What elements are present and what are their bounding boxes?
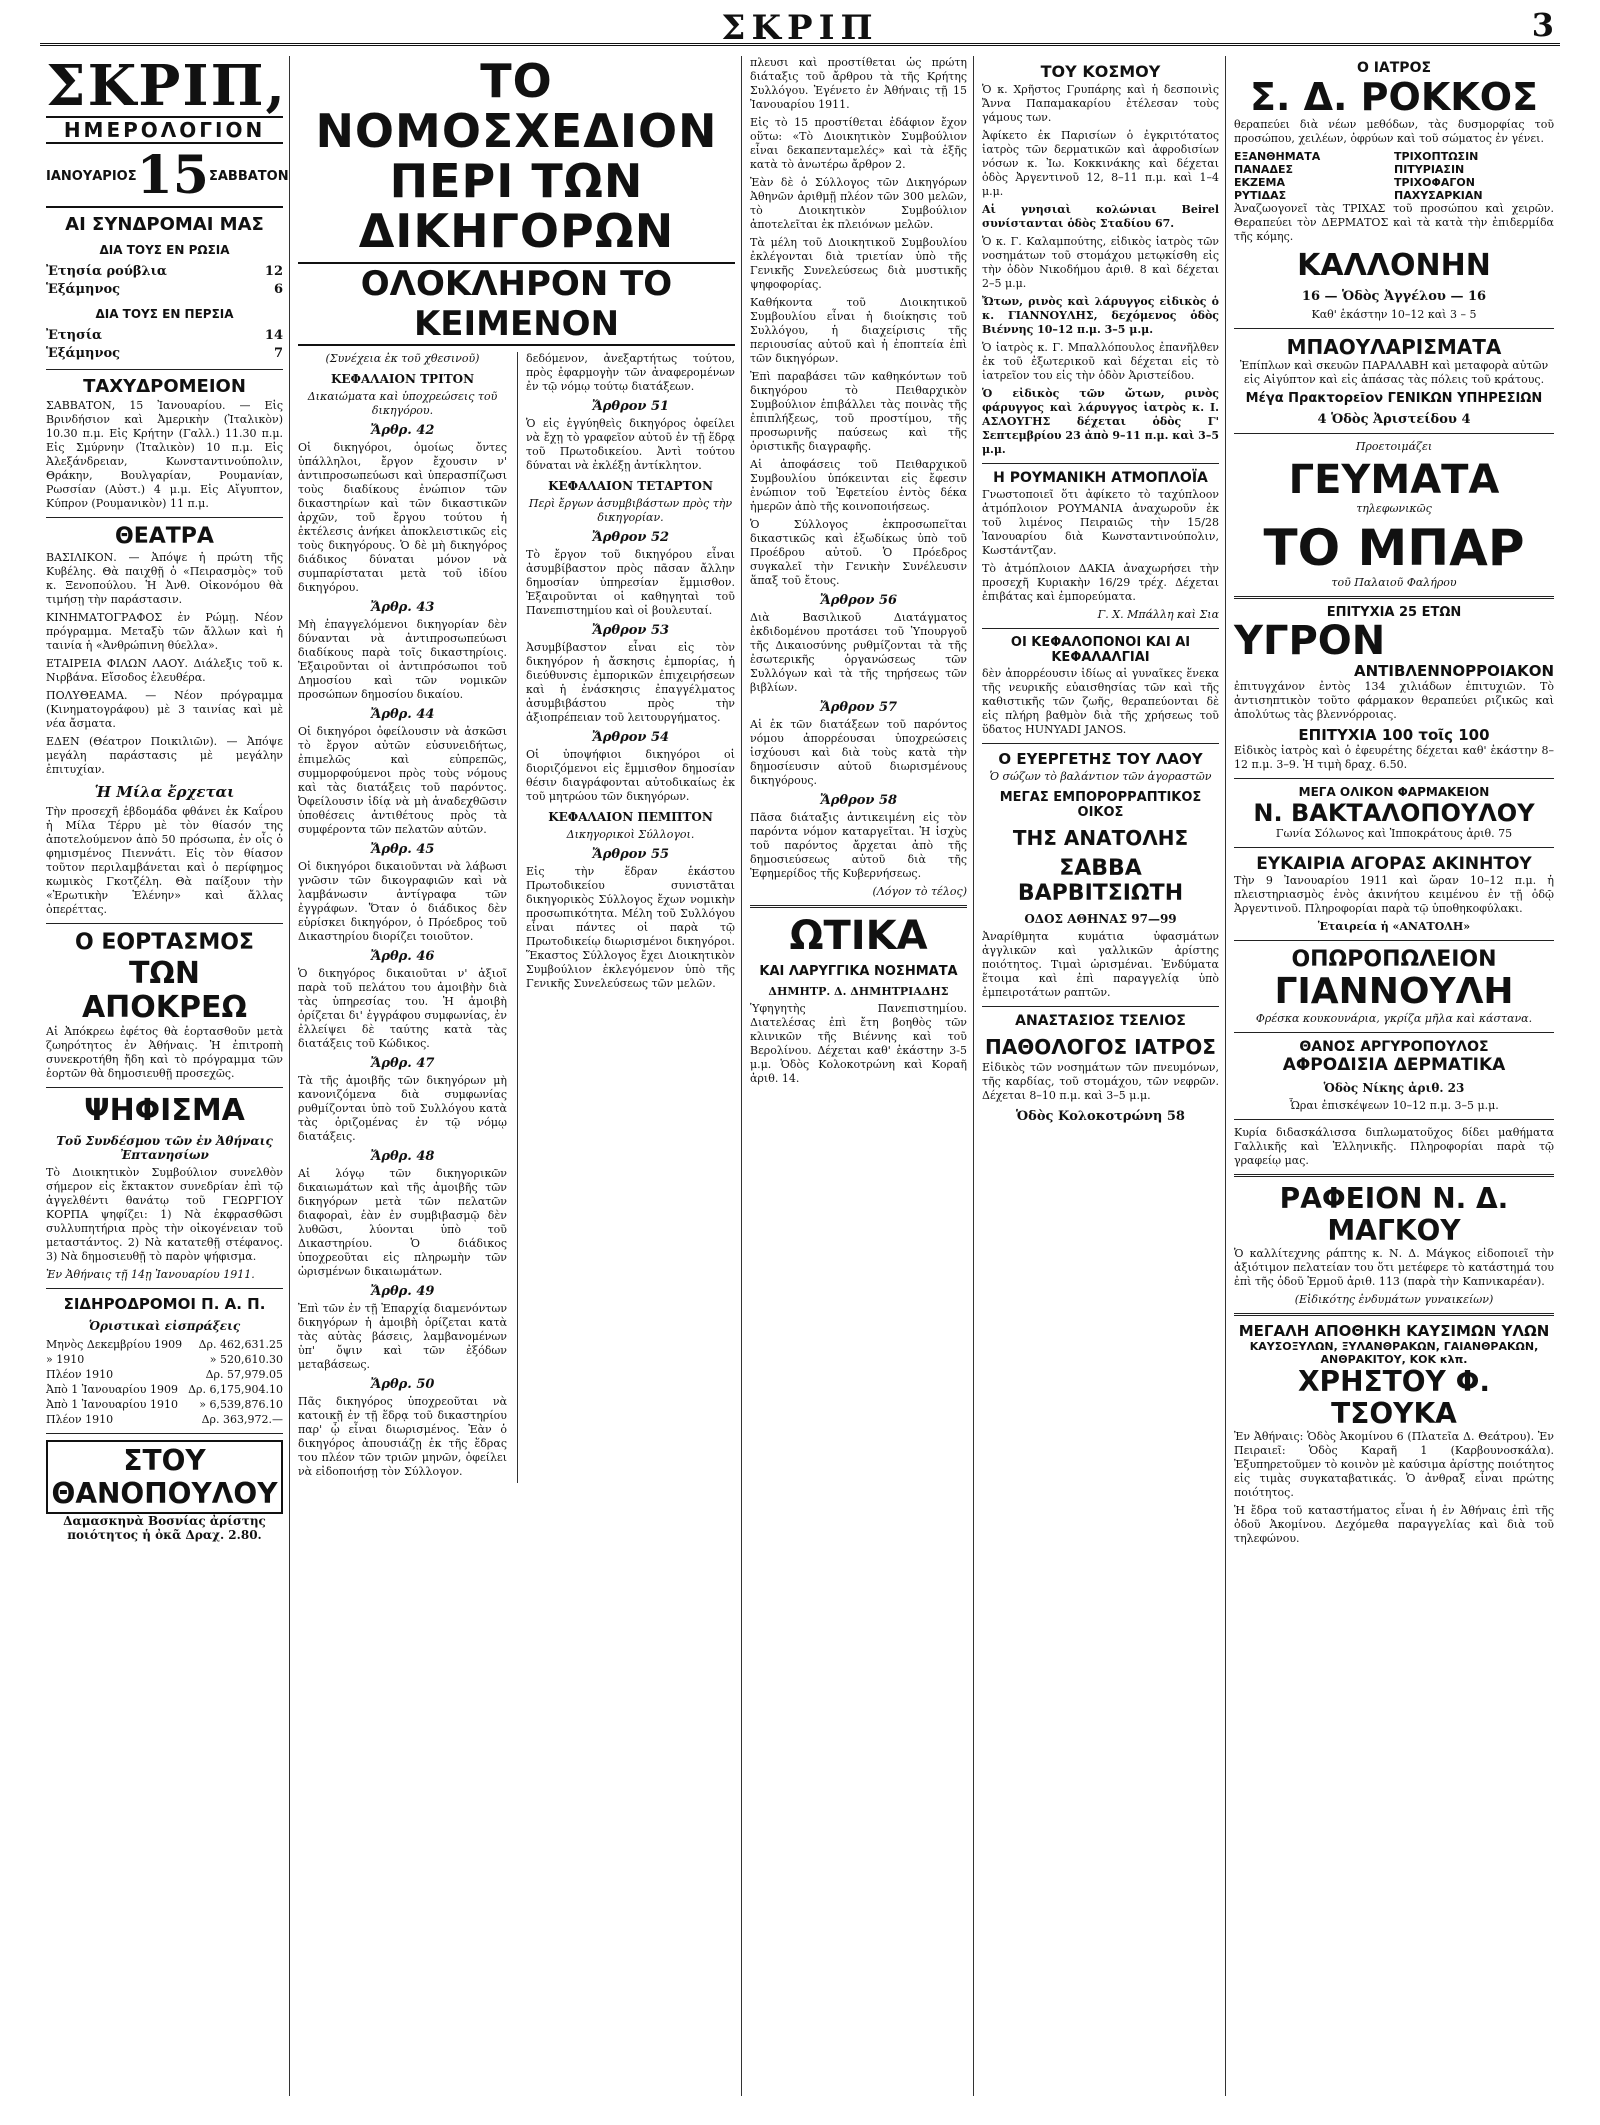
- article-43: Ἄρθρ. 43: [370, 600, 435, 615]
- pharmacy-title: ΜΕΓΑ ΟΛΙΚΟΝ ΦΑΡΜΑΚΕΙΟΝ: [1298, 785, 1490, 799]
- romanian-line-agent: Γ. Χ. Μπάλλη καὶ Σια: [1097, 608, 1219, 621]
- ad-tailor: [1234, 1183, 1554, 1307]
- doctor2-address: Ὁδὸς Νίκης ἀριθ. 23: [1323, 1081, 1465, 1095]
- society-text-6: Ὁ ἰατρὸς κ. Γ. Μπαλλόπουλος ἐπανῆλθεν ἐκ τοῦ ἐξωτερικοῦ καὶ δέχεται εἰς τὸ ἰατρεῖον του εἰς τὴν ὁδὸν Ἀριστείδου.: [982, 341, 1219, 382]
- theatres-text-2: ΚΙΝΗΜΑΤΟΓΡΑΦΟΣ ἐν Ρώμῃ. Νέον πρόγραμμα. Μεταξὺ τῶν ἄλλων καὶ ἡ ταινία ἡ «Ἀνθρώπινη θύελλα».: [46, 611, 283, 652]
- article-body: [298, 352, 735, 1483]
- doctor-tselios-title: ΠΑΘΟΛΟΓΟΣ ΙΑΤΡΟΣ: [985, 1035, 1216, 1059]
- article-44: Ἄρθρ. 44: [370, 707, 435, 722]
- headline-2: ΠΕΡΙ ΤΩΝ ΔΙΚΗΓΟΡΩΝ: [358, 154, 675, 258]
- society-text-7: Ὁ εἰδικὸς τῶν ὤτων, ρινὸς φάρυγγος καὶ λάρυγγος ἰατρὸς κ. Ι. ΑΣΛΟΥΓΗΣ δέχεται ὁδὸς Γ' Σεπτεμβρίου 23 ἀπὸ 9–11 π.μ. καὶ 3–5 μ.μ.: [982, 387, 1219, 456]
- col3-text-c: Τὰ μέλη τοῦ Διοικητικοῦ Συμβουλίου ἐκλέγονται διὰ τριετίαν ὑπὸ τῆς Γενικῆς Συνελεύσεως διὰ μυστικῆς ψηφοφορίας.: [750, 236, 967, 291]
- society-text-3: Αἱ γνησιαὶ κολώνιαι Beirel συνίστανται ὁδὸς Σταδίου 67.: [982, 203, 1219, 230]
- doctor-prefix: Ο ΙΑΤΡΟΣ: [1356, 60, 1432, 76]
- article-47-text: Τὰ τῆς ἀμοιβῆς τῶν δικηγόρων μὴ κανονιζόμενα διὰ συμφωνίας ρυθμίζονται ὑπὸ τοῦ Συλλόγου κατὰ τὰς ὁριζομένας ἐν τῷ νόμῳ διατάξεις.: [298, 1074, 507, 1143]
- article-53-text: Ἀσυμβίβαστον εἶναι εἰς τὸν δικηγόρον ἡ ἄσκησις ἐμπορίας, ἡ διεύθυνσις ἐμπορικῶν ἐπιχειρήσεων καὶ ἡ ἐνάσκησις ἐπαγγέλματος ἀσυμβιβάστου πρὸς τὴν ἀξιοπρέπειαν τοῦ λειτουργήματος.: [526, 641, 735, 724]
- rate-row: Ἑξάμηνος 6: [46, 282, 283, 297]
- table-row: » 1910 » 520,610.30: [46, 1353, 283, 1366]
- packing-text: Ἐπίπλων καὶ σκευῶν ΠΑΡΑΛΑΒΗ καὶ μεταφορὰ αὐτῶν εἰς Αἰγύπτον καὶ εἰς ἁπάσας τὰς πόλεις τοῦ κράτους.: [1239, 359, 1549, 386]
- article-54: Ἄρθρον 54: [591, 730, 670, 745]
- article-45: Ἄρθρ. 45: [370, 842, 435, 857]
- article-50: Ἄρθρ. 50: [370, 1377, 435, 1392]
- railways-table: [46, 1337, 283, 1427]
- beauty-title: ΚΑΛΛΟΝΗΝ: [1297, 248, 1491, 283]
- article-49: Ἄρθρ. 49: [370, 1284, 435, 1299]
- benefactor-subtitle: Ὁ σώζων τὸ βαλάντιον τῶν ἁγοραστῶν: [989, 770, 1212, 783]
- resolution-subtitle: Τοῦ Συνδέσμου τῶν ἐν Ἀθήναις Ἐπτανησίων: [56, 1134, 273, 1162]
- article-51: Ἄρθρον 51: [591, 399, 670, 414]
- post-title: ΤΑΧΥΔΡΟΜΕΙΟΝ: [83, 376, 246, 397]
- society-title: ΤΟΥ ΚΟΣΜΟΥ: [1040, 62, 1161, 81]
- ygron-text: ἐπιτυγχάνον ἐντὸς 134 χιλιάδων ἐπιτυχιῶν. Τὸ ἀντισηπτικὸν τοῦτο φάρμακον θεραπεύει ριζικῶς καὶ ἀπολύτως τὰς βλεννόρροιας.: [1234, 680, 1554, 721]
- chapter-5-subtitle: Δικηγορικοὶ Σύλλογοι.: [566, 828, 695, 841]
- table-row: Ἀπὸ 1 Ἰανουαρίου 1910 » 6,539,876.10: [46, 1398, 283, 1411]
- post-text: ΣΑΒΒΑΤΟΝ, 15 Ἰανουαρίου. — Εἰς Βρινδήσιον καὶ Ἀμερικὴν (Ἰταλικὸν) 10.30 π.μ. Εἰς Κρήτην (Γαλλ.) 11.30 π.μ. Εἰς Σμύρνην (Ἰταλικὸν) 10 π.μ. Εἰς Ἀλεξάνδρειαν, Κωνσταντινούπολιν, Θράκην, Βουλγαρίαν, Ρουμανίαν, Ρωσσίαν (Αὐστ.) 4 μ.μ. Εἰς Αἴγυπτον, Κύπρον (Ρουμανικὸν) 11 π.μ.: [46, 399, 283, 510]
- chapter-4-subtitle: Περὶ ἔργων ἀσυμβιβάστων πρὸς τὴν δικηγορίαν.: [528, 497, 733, 524]
- otika-subtitle: ΚΑΙ ΛΑΡΥΓΓΙΚΑ ΝΟΣΗΜΑΤΑ: [759, 964, 958, 979]
- continuation-note: (Συνέχεια ἐκ τοῦ χθεσινοῦ): [325, 352, 480, 365]
- property-title: ΕΥΚΑΙΡΙΑ ΑΓΟΡΑΣ ΑΚΙΝΗΤΟΥ: [1256, 854, 1532, 874]
- otika-title: ΩΤΙΚΑ: [789, 913, 928, 959]
- column-5: [1228, 56, 1560, 2096]
- article-56: Ἄρθρον 56: [819, 593, 898, 608]
- society-text-2: Ἀφίκετο ἐκ Παρισίων ὁ ἐγκριτότατος ἰατρὸς τῶν δερματικῶν καὶ ἀφροδισίων νόσων κ. Ἰω. Κοκκινάκης καὶ δέχεται ὁδὸς Ἀργεντινοῦ 12, 8–11 π.μ. καὶ 1–4 μ.μ.: [982, 129, 1219, 198]
- otika-doctor: ΔΗΜΗΤΡ. Δ. ΔΗΜΗΤΡΙΑΔΗΣ: [768, 985, 949, 998]
- ygron-subtitle: ΑΝΤΙΒΛΕΝΝΟΡΡΟΙΑΚΟΝ: [1354, 662, 1554, 680]
- ad-fruitshop: [1234, 947, 1554, 1026]
- fuel-depot-title: ΜΕΓΑΛΗ ΑΠΟΘΗΚΗ ΚΑΥΣΙΜΩΝ ΥΛΩΝ: [1238, 1322, 1550, 1340]
- ad-bar: [1234, 440, 1554, 590]
- railways-title: ΣΙΔΗΡΟΔΡΟΜΟΙ Π. Α. Π.: [63, 1295, 266, 1313]
- end-note: (Λόγον τὸ τέλος): [872, 885, 967, 898]
- headache-text: δὲν ἀπορρέουσιν ἰδίως αἱ γυναῖκες ἕνεκα τῆς νευρικῆς εὐαισθησίας τῶν καὶ τῆς καθιστικῆς τῶν ζωῆς, θεραπεύονται δὲ εἰς πλήρη βαθμὸν διὰ τῆς χρήσεως τοῦ ὕδατος HUNYADI JANOS.: [982, 667, 1219, 736]
- table-row: Πλέον 1910 Δρ. 57,979.05: [46, 1368, 283, 1381]
- beauty-address: 16 — Ὁδὸς Ἀγγέλου — 16: [1301, 289, 1487, 304]
- ad-ygron: [1234, 605, 1554, 772]
- article-52: Ἄρθρον 52: [591, 530, 670, 545]
- theatres-text-4: ΠΟΛΥΘΕΑΜΑ. — Νέον πρόγραμμα (Κινηματογράφου) μὲ 3 ταινίας καὶ μὲ νέα ἄσματα.: [46, 689, 283, 730]
- ad-packing: [1234, 335, 1554, 427]
- article-53: Ἄρθρον 53: [591, 623, 670, 638]
- article-52-text: Τὸ ἔργον τοῦ δικηγόρου εἶναι ἀσυμβίβαστον πρὸς πᾶσαν ἄλλην δημοσίαν ὑπηρεσίαν ἔμμισθον. Ἐξαιροῦνται οἱ καθηγηταὶ τοῦ Πανεπιστημίου καὶ οἱ βουλευταί.: [526, 548, 735, 617]
- tailor-house-text: Ἀναρίθμητα κυμάτια ὑφασμάτων ἀγγλικῶν καὶ γαλλικῶν ἀρίστης ποιότητος. Τιμαὶ ὡρισμέναι. Ἐνδύματα ἕτοιμα καὶ ἐπὶ παραγγελίᾳ ὑπὸ ἐμπειροτάτων ραπτῶν.: [982, 930, 1219, 999]
- ad-pharmacy: [1234, 785, 1554, 841]
- article-56-text: Διὰ Βασιλικοῦ Διατάγματος ἐκδιδομένου προτάσει τοῦ Ὑπουργοῦ τῆς Δικαιοσύνης ρυθμίζονται τὰ τῆς ἐσωτερικῆς ὀργανώσεως τῶν Συλλόγων καὶ τὰ τῆς τηρήσεως τῶν βιβλίων.: [750, 611, 967, 694]
- article-57-text: Αἱ ἐκ τῶν διατάξεων τοῦ παρόντος νόμου ἀπορρέουσαι ὑποχρεώσεις ἰσχύουσι καὶ διὰ τοὺς κατὰ τὴν δημοσίευσιν αὐτοῦ διωρισμένους δικηγόρους.: [750, 718, 967, 787]
- col3-text-top: πλευσι καὶ προστίθεται ὡς πρώτη διάταξις τοῦ ἄρθρου τὰ τῆς Κρήτης Συλλόγου. Ἐγένετο ἐν Ἀθήναις τῇ 15 Ἰανουαρίου 1911.: [750, 56, 967, 111]
- fuel-depot-text-2: Ἡ ἔδρα τοῦ καταστήματος εἶναι ἡ ἐν Ἀθήναις ἐπὶ τῆς ὁδοῦ Ἀκομίνου. Δεχόμεθα παραγγελίας καὶ διὰ τοῦ τηλεφώνου.: [1234, 1504, 1554, 1545]
- theatres-text-3: ΕΤΑΙΡΕΙΑ ΦΙΛΩΝ ΛΑΟΥ. Διάλεξις τοῦ κ. Νιρβάνα. Εἴσοδος ἐλευθέρα.: [46, 657, 283, 684]
- article-47: Ἄρθρ. 47: [370, 1056, 435, 1071]
- ad-doctor-argyropoulos: [1234, 1039, 1554, 1113]
- masthead: ΣΚΡΙΠ,: [46, 56, 287, 119]
- meals-subtitle: τηλεφωνικῶς: [1356, 502, 1432, 515]
- ygron-prefix-2: ΕΠΙΤΥΧΙΑ 100 τοῖς 100: [1298, 726, 1490, 744]
- col3-text-e: Ἐπὶ παραβάσει τῶν καθηκόντων τοῦ δικηγόρου τὸ Πειθαρχικὸν Συμβούλιον ἐπιβάλλει τὰς ποινὰς τῆς ἐπιπλήξεως, τοῦ προστίμου, τῆς προσωρινῆς παύσεως καὶ τῆς ὁριστικῆς διαγραφῆς.: [750, 370, 967, 453]
- article-42: Ἄρθρ. 42: [370, 423, 435, 438]
- article-58-text: Πᾶσα διάταξις ἀντικειμένη εἰς τὸν παρόντα νόμον καταργεῖται. Ἡ ἰσχὺς τοῦ παρόντος ἄρχεται ἀπὸ τῆς δημοσιεύσεως αὐτοῦ διὰ τῆς Ἐφημερίδος τῆς Κυβερνήσεως.: [750, 811, 967, 880]
- page-number: 3: [1531, 6, 1554, 44]
- article-55-text: Εἰς τὴν ἕδραν ἑκάστου Πρωτοδικείου συνιστᾶται δικηγορικὸς Σύλλογος ἔχων νομικὴν προσωπικότητα. Μέλη τοῦ Συλλόγου εἶναι πάντες οἱ παρὰ τῷ Πρωτοδικείῳ διωρισμένοι δικηγόροι. Ἕκαστος Σύλλογος ἔχει Διοικητικὸν Συμβούλιον ἐκλεγόμενον ὑπὸ τῆς Γενικῆς Συνελεύσεως τῶν μελῶν.: [526, 865, 735, 990]
- society-text-4: Ὁ κ. Γ. Καλαμπούτης, εἰδικὸς ἰατρὸς τῶν νοσημάτων τοῦ στομάχου μετῳκίσθη εἰς τὴν ὁδὸν Νικοδήμου ἀριθ. 8 καὶ δέχεται 2–5 μ.μ.: [982, 235, 1219, 290]
- romanian-line-text-2: Τὸ ἀτμόπλοιον ΔΑΚΙΑ ἀναχωρήσει τὴν προσεχῆ Κυριακὴν 16/29 τρέχ. Δέχεται ἐπιβάτας καὶ ἐμπορεύματα.: [982, 562, 1219, 603]
- packing-shop: Μέγα Πρακτορεῖον ΓΕΝΙΚΩΝ ΥΠΗΡΕΣΙΩΝ: [1245, 391, 1543, 406]
- headline-1: ΤΟ ΝΟΜΟΣΧΕΔΙΟΝ: [315, 56, 718, 158]
- subscriptions-title: ΑΙ ΣΥΝΔΡΟΜΑΙ ΜΑΣ: [65, 214, 264, 235]
- ygron-prefix: ΕΠΙΤΥΧΙΑ 25 ΕΤΩΝ: [1326, 605, 1462, 620]
- day: 15: [136, 145, 209, 206]
- doctor-text-2: Ἀναζωογονεῖ τὰς ΤΡΙΧΑΣ τοῦ προσώπου καὶ χειρῶν. Θεραπεύει τὸν ΔΕΡΜΑΤΟΣ καὶ τὰ κατὰ τὴν ἐπιδερμίδα τῆς κόμης.: [1234, 202, 1554, 243]
- doctor-tselios-address: Ὁδὸς Κολοκοτρώνη 58: [1016, 1109, 1185, 1124]
- fuel-depot-subtitle: ΚΑΥΣΟΞΥΛΩΝ, ΞΥΛΑΝΘΡΑΚΩΝ, ΓΑΙΑΝΘΡΑΚΩΝ, ΑΝΘΡΑΚΙΤΟΥ, ΚΟΚ κλπ.: [1249, 1340, 1539, 1366]
- ygron-title: ΥΓΡΟΝ: [1234, 618, 1386, 664]
- col3-text-g: Ὁ Σύλλογος ἐκπροσωπεῖται δικαστικῶς καὶ ἐξωδίκως ὑπὸ τοῦ Προέδρου αὐτοῦ. Ὁ Πρόεδρος συγκαλεῖ τὴν Γενικὴν Συνέλευσιν ἅπαξ τοῦ ἔτους.: [750, 518, 967, 587]
- fuel-depot-text: Ἐν Ἀθήναις: Ὁδὸς Ἀκομίνου 6 (Πλατεῖα Δ. Θεάτρου). Ἐν Πειραιεῖ: Ὁδὸς Καραῆ 1 (Καρβουνοσκάλα). Ἐξυπηρετοῦμεν τὸ κοινὸν μὲ καύσιμα ἀρίστης ποιότητος εἰς τιμὰς συγκαταβατικάς. Ὁ ἀνθραξ εἶναι πρώτης ποιότητος.: [1234, 1430, 1554, 1499]
- persia-title: ΔΙΑ ΤΟΥΣ ΕΝ ΠΕΡΣΙΑ: [95, 307, 234, 321]
- doctor-text: θεραπεύει διὰ νέων μεθόδων, τὰς δυσμορφίας τοῦ προσώπου, χειλέων, ὀφρύων καὶ τοῦ σώματος ἐν γένει.: [1234, 118, 1554, 145]
- article-58: Ἄρθρον 58: [819, 793, 898, 808]
- apokries-text: Αἱ Ἀπόκρεω ἐφέτος θὰ ἑορτασθοῦν μετὰ ζωηρότητος ἐν Ἀθήναις. Ἡ ἐπιτροπὴ συνεκροτήθη ἤδη καὶ τὸ πρόγραμμα τῶν ἑορτῶν θὰ δημοσιευθῇ προσεχῶς.: [46, 1025, 283, 1080]
- mila-text: Τὴν προσεχῆ ἑβδομάδα φθάνει ἐκ Καΐρου ἡ Μίλα Τέρρυ μὲ τὸν θίασόν της ἀποτελούμενον ἀπὸ 50 πρόσωπα, ἐν οἷς ὁ φημισμένος Πιεννάτι. Εἰς τὸν θίασον τοῦτον περιλαμβάνεται καὶ ὁ περίφημος κωμικὸς Γκοτζέλη. Θὰ παίξουν τὴν «Ἐρωτικὴν Ἑλένην» καὶ ἄλλας ὀπερέττας.: [46, 805, 283, 916]
- article-48-text: Αἱ λόγῳ τῶν δικηγορικῶν δικαιωμάτων καὶ τῆς ἀμοιβῆς τῶν δικηγόρων μετὰ τῶν πελατῶν διαφοραὶ, ἐὰν ἐν συμβιβασμῷ δὲν λυθῶσι, λύονται ὑπὸ τοῦ Δικαστηρίου. Ὁ διάδικος ὑποχρεοῦται εἰς πληρωμὴν τῶν ὡρισμένων δικαιωμάτων.: [298, 1167, 507, 1278]
- romanian-line-title: Η ΡΟΥΜΑΝΙΚΗ ΑΤΜΟΠΛΟΪΑ: [993, 470, 1208, 486]
- property-text: Τὴν 9 Ἰανουαρίου 1911 καὶ ὥραν 10–12 π.μ. ἡ πλειστηριασμὸς ἑνὸς ἀκινήτου κειμένου ἐν τῇ ὁδῷ Ἀργεντινοῦ. Πληροφορίαι παρὰ τῷ ὑποθηκοφύλακι.: [1234, 874, 1554, 915]
- benefactor-title: Ο ΕΥΕΡΓΕΤΗΣ ΤΟΥ ΛΑΟΥ: [998, 750, 1203, 768]
- railways-subtitle: Ὁριστικαὶ εἰσπράξεις: [88, 1319, 241, 1333]
- ad-fuel-depot: [1234, 1322, 1554, 1546]
- society-text-1: Ὁ κ. Χρῆστος Γρυπάρης καὶ ἡ δεσποινὶς Ἄννα Παπαμακαρίου ἐτέλεσαν τοὺς γάμους των.: [982, 83, 1219, 124]
- column-2: [292, 56, 742, 2096]
- table-row: Ἀπὸ 1 Ἰανουαρίου 1909 Δρ. 6,175,904.10: [46, 1383, 283, 1396]
- article-48: Ἄρθρ. 48: [370, 1149, 435, 1164]
- lessons-text: Κυρία διδασκάλισσα διπλωματοῦχος δίδει μαθήματα Γαλλικῆς καὶ Ἑλληνικῆς. Πληροφορίαι παρὰ τῷ γραφείῳ μας.: [1234, 1126, 1554, 1167]
- ygron-text-2: Εἰδικὸς ἰατρὸς καὶ ὁ ἐφευρέτης δέχεται καθ' ἑκάστην 8–12 π.μ. 3–9. Ἡ τιμὴ δραχ. 6.50.: [1234, 744, 1554, 771]
- russia-title: ΔΙΑ ΤΟΥΣ ΕΝ ΡΩΣΙΑ: [99, 243, 230, 257]
- tailor-house-title: ΜΕΓΑΣ ΕΜΠΟΡΟΡΡΑΠΤΙΚΟΣ ΟΙΚΟΣ: [999, 790, 1202, 820]
- column-1: [40, 56, 290, 2096]
- doctor2-name: ΘΑΝΟΣ ΑΡΓΥΡΟΠΟΥΛΟΣ: [1299, 1039, 1489, 1055]
- resolution-date: Ἐν Ἀθήναις τῇ 14ῃ Ἰανουαρίου 1911.: [46, 1268, 255, 1281]
- fruitshop-title: ΟΠΩΡΟΠΩΛΕΙΟΝ: [1291, 947, 1497, 972]
- tailor-title: ΡΑΦΕΙΟΝ Ν. Δ. ΜΑΓΚΟΥ: [1279, 1182, 1509, 1247]
- headline-3: ΟΛΟΚΛΗΡΟΝ ΤΟ ΚΕΙΜΕΝΟΝ: [298, 262, 735, 346]
- calendar-title: ΗΜΕΡΟΛΟΓΙΟΝ: [46, 116, 283, 144]
- chapter-4: ΚΕΦΑΛΑΙΟΝ ΤΕΤΑΡΤΟΝ: [548, 479, 713, 493]
- month: ΙΑΝΟΥΑΡΙΟΣ: [46, 168, 137, 184]
- doctor2-title: ΑΦΡΟΔΙΣΙΑ ΔΕΡΜΑΤΙΚΑ: [1282, 1055, 1506, 1075]
- theatres-text-5: ΕΔΕΝ (Θέατρον Ποικιλιῶν). — Ἀπόψε μεγάλη παράστασις μὲ μεγάλην ἐπιτυχίαν.: [46, 735, 283, 776]
- article-44-text: Οἱ δικηγόροι ὀφείλουσιν νὰ ἀσκῶσι τὸ ἔργον αὐτῶν εὐσυνειδήτως, ἐπιμελῶς καὶ εὐπρεπῶς, συμμορφούμενοι πρὸς τοὺς νόμους καὶ τὰς διατάξεις τοῦ παρόντος. Ὀφείλουσιν ἰδίᾳ νὰ μὴ ἀναδεχθῶσιν ὑποθέσεις ἀντιθέτους πρὸς τὰ συμφέροντα τῶν πελατῶν αὐτῶν.: [298, 725, 507, 836]
- subscription-rates: [46, 241, 283, 363]
- fruitshop-text: Φρέσκα κουκουνάρια, γκρίζα μῆλα καὶ κάστανα.: [1255, 1012, 1533, 1025]
- column-4: [976, 56, 1226, 2096]
- otika-text: Ὑφηγητὴς Πανεπιστημίου. Διατελέσας ἐπὶ ἔτη βοηθὸς τῶν κλινικῶν τῆς Βιέννης καὶ τοῦ Βερολίνου. Δέχεται καθ' ἑκάστην 3-5 μ.μ. Ὁδὸς Κολοκοτρώνη καὶ Κοραῆ ἀριθ. 14.: [750, 1002, 967, 1085]
- chapter-3: ΚΕΦΑΛΑΙΟΝ ΤΡΙΤΟΝ: [330, 372, 475, 386]
- column-3: [744, 56, 974, 2096]
- article-57: Ἄρθρον 57: [819, 700, 898, 715]
- col3-text-f: Αἱ ἀποφάσεις τοῦ Πειθαρχικοῦ Συμβουλίου ὑπόκεινται εἰς ἔφεσιν ἐνώπιον τοῦ Ἐφετείου ἐντὸς δέκα ἡμερῶν ἀπὸ τῆς κοινοποιήσεως.: [750, 458, 967, 513]
- bar-title: ΤΟ ΜΠΑΡ: [1263, 519, 1525, 577]
- doctor-treatments: ΕΞΑΝΘΗΜΑΤΑ ΤΡΙΧΟΠΤΩΣΙΝ ΠΑΝΑΔΕΣ ΠΙΤΥΡΙΑΣΙΝ ΕΚΖΕΜΑ ΤΡΙΧΟΦΑΓΟΝ ΡΥΤΙΔΑΣ ΠΑΧΥΣΑΡΚΙΑΝ: [1234, 150, 1483, 202]
- bar-subtitle: τοῦ Παλαιοῦ Φαλήρου: [1331, 576, 1457, 589]
- page-header: [40, 6, 1560, 46]
- meals-title: ΓΕΥΜΑΤΑ: [1288, 457, 1500, 503]
- romanian-line-text: Γνωστοποιεῖ ὅτι ἀφίκετο τὸ ταχύπλοον ἀτμόπλοιον ΡΟΥΜΑΝΙΑ ἀναχωροῦν ἐκ τοῦ λιμένος Πειραιῶς τὴν 15/28 Ἰανουαρίου διὰ Κωνσταντινούπολιν, Κωστάντζαν.: [982, 488, 1219, 557]
- article-49-text: Ἐπὶ τῶν ἐν τῇ Ἐπαρχίᾳ διαμενόντων δικηγόρων ἡ ἀμοιβὴ ὁρίζεται κατὰ τὰς αὐτὰς βάσεις, λαμβανομένων ὑπ' ὄψιν καὶ τῶν ἐξόδων μεταβάσεως.: [298, 1302, 507, 1371]
- article-b-text: δεδόμενον, ἀνεξαρτήτως τούτου, πρὸς ἐφαρμογὴν τῶν ἀναφερομένων ἐν τῷ νόμῳ τούτῳ διατάξεων.: [526, 352, 735, 393]
- tailor-note: (Εἰδικότης ἐνδυμάτων γυναικείων): [1294, 1293, 1494, 1306]
- resolution-text: Τὸ Διοικητικὸν Συμβούλιον συνελθὸν σήμερον εἰς ἔκτακτον συνεδρίαν ἐπὶ τῷ ἀγγελθέντι θανάτῳ τοῦ ΓΕΩΡΓΙΟΥ ΚΟΡΠΑ ψηφίζει: 1) Νὰ ἐκφρασθῶσι συλλυπητήρια πρὸς τὴν οἰκογένειαν τοῦ μεταστάντος. 2) Νὰ κατατεθῇ στέφανος. 3) Νὰ δημοσιευθῇ τὸ παρὸν ψήφισμα.: [46, 1166, 283, 1263]
- chapter-3-subtitle: Δικαιώματα καὶ ὑποχρεώσεις τοῦ δικηγόρου.: [307, 390, 498, 417]
- table-row: Πλέον 1910 Δρ. 363,972.—: [46, 1413, 283, 1426]
- article-46-text: Ὁ δικηγόρος δικαιοῦται ν' ἀξιοῖ παρὰ τοῦ πελάτου του ἀμοιβὴν διὰ τὰς ὑπηρεσίας του. Ἡ ἀμοιβὴ ὁρίζεται δι' ἐγγράφου συμφωνίας, ἐν ἐλλείψει δὲ ταύτης κατὰ τὰς διατάξεις τοῦ Κώδικος.: [298, 967, 507, 1050]
- article-42-text: Οἱ δικηγόροι, ὁμοίως ὄντες ὑπάλληλοι, ἔργον ἔχουσιν ν' ἀντιπροσωπεύωσι καὶ ὑπερασπίζωσι τοὺς διαδίκους ἐνώπιον τῶν δικαστηρίων καὶ τῶν δικαστικῶν ἀρχῶν, τοῦ ἔργου τούτου ἡ ἐκτέλεσις ἀνήκει ἀποκλειστικῶς εἰς τοὺς δικηγόρους. Ὁ δὲ μὴ δικηγόρος διάδικος δύναται μόνον νὰ συμπαρίσταται μετὰ τοῦ ἰδίου δικηγόρου.: [298, 441, 507, 594]
- article-column-a: [298, 352, 507, 1483]
- masthead-small: ΣΚΡΙΠ: [721, 8, 879, 48]
- mila-title: Ἡ Μίλα ἔρχεται: [94, 783, 235, 801]
- beauty-hours: Καθ' ἑκάστην 10–12 καὶ 3 – 5: [1311, 308, 1477, 321]
- weekday: ΣΑΒΒΑΤΟΝ: [208, 168, 289, 184]
- tailor-house-name: ΣΑΒΒΑ ΒΑΡΒΙΤΣΙΩΤΗ: [1017, 856, 1184, 906]
- fuel-depot-name: ΧΡΗΣΤΟΥ Φ. ΤΣΟΥΚΑ: [1297, 1365, 1491, 1430]
- article-51-text: Ὁ εἰς ἐγγύηθεὶς δικηγόρος ὀφείλει νὰ ἔχῃ τὸ γραφεῖον αὐτοῦ ἐν τῇ ἕδρᾳ τοῦ Πρωτοδικείου. Ἀντὶ τούτου δύναται νὰ ἐκλέξῃ ἀντίκλητον.: [526, 417, 735, 472]
- meals-prefix: Προετοιμάζει: [1355, 440, 1433, 453]
- chapter-5: ΚΕΦΑΛΑΙΟΝ ΠΕΜΠΤΟΝ: [548, 810, 713, 824]
- article-50-text: Πᾶς δικηγόρος ὑποχρεοῦται νὰ κατοικῇ ἐν τῇ ἕδρᾳ τοῦ δικαστηρίου παρ' ᾧ εἶναι διωρισμένος. Ἐὰν ὁ δικηγόρος ἀπουσιάζῃ ἐκ τῆς ἕδρας του πλέον τῶν τριῶν μηνῶν, ὀφείλει νὰ εἰδοποιήσῃ τὸν Σύλλογον.: [298, 1395, 507, 1478]
- ad-property: [1234, 854, 1554, 934]
- property-shop: Ἑταιρεία ἡ «ΑΝΑΤΟΛΗ»: [1317, 920, 1471, 933]
- theatres-title: ΘΕΑΤΡΑ: [115, 524, 214, 549]
- ad-doctor-rokkos: [1234, 60, 1554, 322]
- article-54-text: Οἱ ὑποψήφιοι δικηγόροι οἱ διοριζόμενοι εἰς ἔμμισθον δημοσίαν θέσιν διαγράφονται αὐτοδικαίως ἐκ τοῦ μητρώου τῶν δικηγόρων.: [526, 748, 735, 803]
- shop-text: Δαμασκηνὰ Βοσνίας ἀρίστης ποιότητος ἡ ὀκᾶ Δραχ. 2.80.: [63, 1514, 266, 1542]
- col3-text-a: Εἰς τὸ 15 προστίθεται ἐδάφιον ἔχον οὕτω: «Τὸ Διοικητικὸν Συμβούλιον εἶναι δεκαπενταμελές» καὶ τὰ ἑξῆς κατὰ τὸ ἀνωτέρω ἄρθρον 2.: [750, 116, 967, 171]
- date-box: [46, 145, 289, 208]
- doctor2-hours: Ὧραι ἐπισκέψεων 10–12 π.μ. 3–5 μ.μ.: [1289, 1099, 1499, 1112]
- article-46: Ἄρθρ. 46: [370, 949, 435, 964]
- headache-title: ΟΙ ΚΕΦΑΛΟΠΟΝΟΙ ΚΑΙ ΑΙ ΚΕΦΑΛΑΛΓΙΑΙ: [1010, 635, 1191, 665]
- celebration-title: Ο ΕΟΡΤΑΣΜΟΣ: [75, 930, 254, 955]
- theatres-text: ΒΑΣΙΛΙΚΟΝ. — Ἀπόψε ἡ πρώτη τῆς Κυβέλης. Θὰ παιχθῇ ὁ «Πειρασμὸς» τοῦ κ. Ξενοπούλου. Ἡ Ἀνθ. Οἰκονόμου θὰ τιμήσῃ τὴν παράστασιν.: [46, 551, 283, 606]
- table-row: Μηνὸς Δεκεμβρίου 1909 Δρ. 462,631.25: [46, 1338, 283, 1351]
- article-45-text: Οἱ δικηγόροι δικαιοῦνται νὰ λάβωσι γνῶσιν τῶν δικογραφιῶν καὶ νὰ λαμβάνωσιν ἀντίγραφα τῶν ἐγγράφων. Ὅταν ὁ διάδικος δὲν εὑρίσκει δικηγόρον, ὁ Πρόεδρος τοῦ Δικαστηρίου διορίζει τοιοῦτον.: [298, 860, 507, 943]
- rate-row: Ἑξάμηνος 7: [46, 346, 283, 361]
- packing-address: 4 Ὁδὸς Ἀριστείδου 4: [1317, 412, 1471, 427]
- article-55: Ἄρθρον 55: [591, 847, 670, 862]
- doctor-tselios-text: Εἰδικὸς τῶν νοσημάτων τῶν πνευμόνων, τῆς καρδίας, τοῦ στομάχου, τῶν νεφρῶν. Δέχεται 8–10 π.μ. καὶ 3–5 μ.μ.: [982, 1061, 1219, 1102]
- pharmacy-name: Ν. ΒΑΚΤΑΛΟΠΟΥΛΟΥ: [1253, 799, 1535, 827]
- fruitshop-name: ΓΙΑΝΝΟΥΛΗ: [1274, 971, 1514, 1012]
- rate-row: Ἐτησία 14: [46, 328, 283, 343]
- society-text-5: Ὤτων, ρινὸς καὶ λάρυγγος εἰδικὸς ὁ κ. ΓΙΑΝΝΟΥΛΗΣ, δεχόμενος ὁδὸς Βιέννης 10–12 π.μ. 3–5 μ.μ.: [982, 295, 1219, 336]
- doctor-tselios-name: ΑΝΑΣΤΑΣΙΟΣ ΤΣΕΛΙΟΣ: [1015, 1013, 1186, 1029]
- pharmacy-address: Γωνία Σόλωνος καὶ Ἱπποκράτους ἀριθ. 75: [1275, 827, 1513, 840]
- article-column-b: [517, 352, 735, 1483]
- shop-title: ΣΤΟΥ ΘΑΝΟΠΟΥΛΟΥ: [46, 1440, 283, 1514]
- col3-text-b: Ἐὰν δὲ ὁ Σύλλογος τῶν Δικηγόρων Ἀθηνῶν ἀριθμῇ πλέον τῶν 300 μελῶν, τὸ Διοικητικὸν Συμβούλιον ἀποτελεῖται ἐκ πλειόνων μελῶν.: [750, 176, 967, 231]
- tailor-house-address: ΟΔΟΣ ΑΘΗΝΑΣ 97—99: [1024, 912, 1177, 926]
- rate-row: Ἐτησία ρούβλια 12: [46, 264, 283, 279]
- tailor-house-title-2: ΤΗΣ ΑΝΑΤΟΛΗΣ: [1012, 826, 1189, 850]
- doctor-name: Σ. Δ. ΡΟΚΚΟΣ: [1249, 75, 1538, 119]
- resolution-title: ΨΗΦΙΣΜΑ: [84, 1093, 245, 1128]
- col3-text-d: Καθήκοντα τοῦ Διοικητικοῦ Συμβουλίου εἶναι ἡ διοίκησις τοῦ Συλλόγου, ἡ διαχείρισις τῆς περιουσίας αὐτοῦ καὶ ἡ ἐποπτεία ἐπὶ τῶν δικηγόρων.: [750, 296, 967, 365]
- tailor-text: Ὁ καλλίτεχνης ράπτης κ. Ν. Δ. Μάγκος εἰδοποιεῖ τὴν ἀξιότιμον πελατείαν του ὅτι μετέφερε τὸ κατάστημά του ἐπὶ τῆς ὁδοῦ Ἑρμοῦ ἀριθ. 113 (παρὰ τὴν Καπνικαρέαν).: [1234, 1247, 1554, 1288]
- article-43-text: Μὴ ἐπαγγελόμενοι δικηγορίαν δὲν δύνανται νὰ ἀντιπροσωπεύωσι διαδίκους παρὰ τοῖς δικαστηρίοις. Ἐξαιροῦνται οἱ ἀντιπρόσωποι τοῦ Δημοσίου καὶ τῶν νομικῶν προσώπων δημοσίου δικαίου.: [298, 618, 507, 701]
- apokries-title: ΤΩΝ ΑΠΟΚΡΕΩ: [81, 956, 248, 1025]
- packing-title: ΜΠΑΟΥΛΑΡΙΣΜΑΤΑ: [1286, 335, 1502, 359]
